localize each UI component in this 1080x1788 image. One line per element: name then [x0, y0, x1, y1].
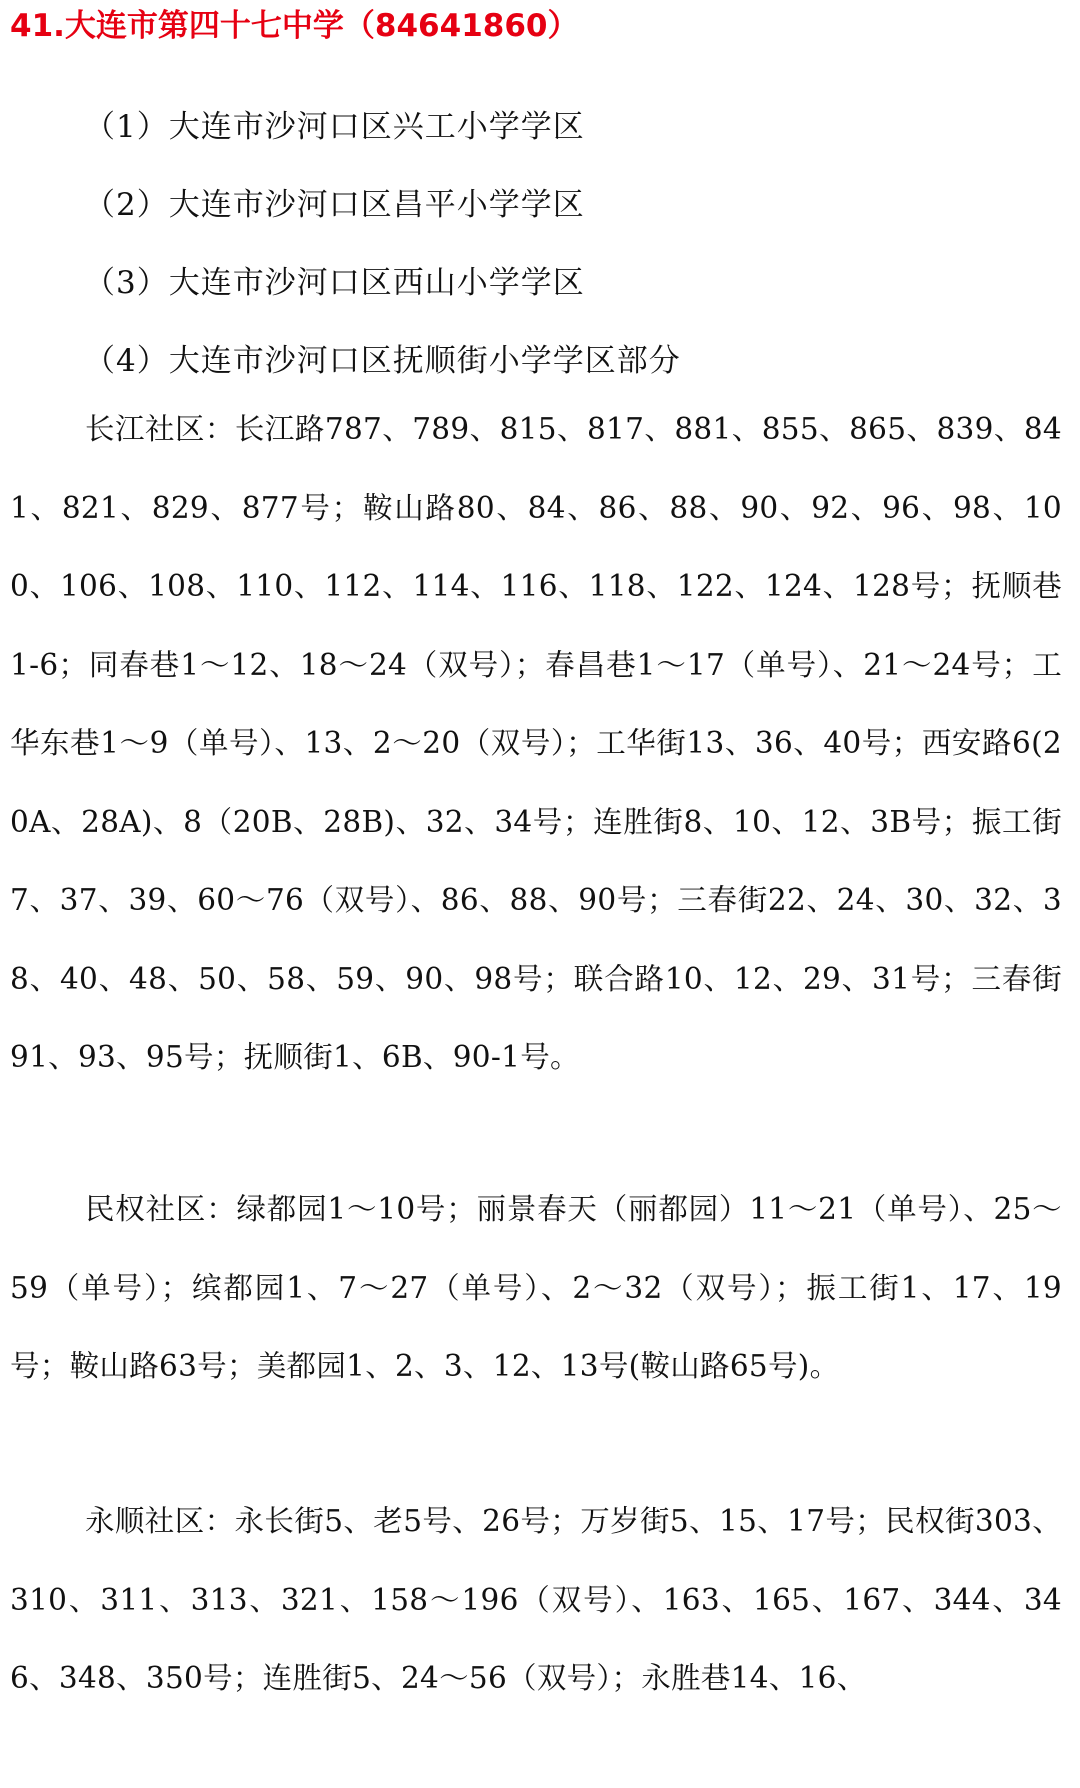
community-paragraph-yongshun: 永顺社区：永长街5、老5号、26号；万岁街5、15、17号；民权街303、310、311、313、321、158～196（双号）、163、165、167、344、346、348、350号；连胜街5、24～56（双号）；永胜巷14、16、: [10, 1504, 1062, 1695]
school-zone-list: [84, 88, 681, 400]
community-paragraph-minquan: 民权社区：绿都园1～10号；丽景春天（丽都园）11～21（单号）、25～59（单号）；缤都园1、7～27（单号）、2～32（双号）；振工街1、17、19号；鞍山路63号；美都园1、2、3、12、13号(鞍山路65号)。: [10, 1192, 1062, 1383]
school-zone-item: （4）大连市沙河口区抚顺街小学学区部分: [84, 343, 681, 379]
community-paragraph-changjiang: 长江社区：长江路787、789、815、817、881、855、865、839、841、821、829、877号；鞍山路80、84、86、88、90、92、96、98、100、106、108、110、112、114、116、118、122、124、128号；抚顺巷1-6；同春巷1～12、18～24（双号）；春昌巷1～17（单号）、21～24号；工华东巷1～9（单号）、13、2～20（双号）；工华街13、36、40号；西安路6(20A、28A)、8（20B、28B)、32、34号；连胜街8、10、12、3B号；振工街7、37、39、60～76（双号）、86、88、90号；三春街22、24、30、32、38、40、48、50、58、59、90、98号；联合路10、12、29、31号；三春街91、93、95号；抚顺街1、6B、90-1号。: [10, 412, 1062, 1074]
document-title: 41.大连市第四十七中学（84641860）: [10, 8, 579, 44]
school-zone-item: （3）大连市沙河口区西山小学学区: [84, 265, 585, 301]
school-zone-item: （2）大连市沙河口区昌平小学学区: [84, 187, 585, 223]
school-zone-item: （1）大连市沙河口区兴工小学学区: [84, 109, 585, 145]
